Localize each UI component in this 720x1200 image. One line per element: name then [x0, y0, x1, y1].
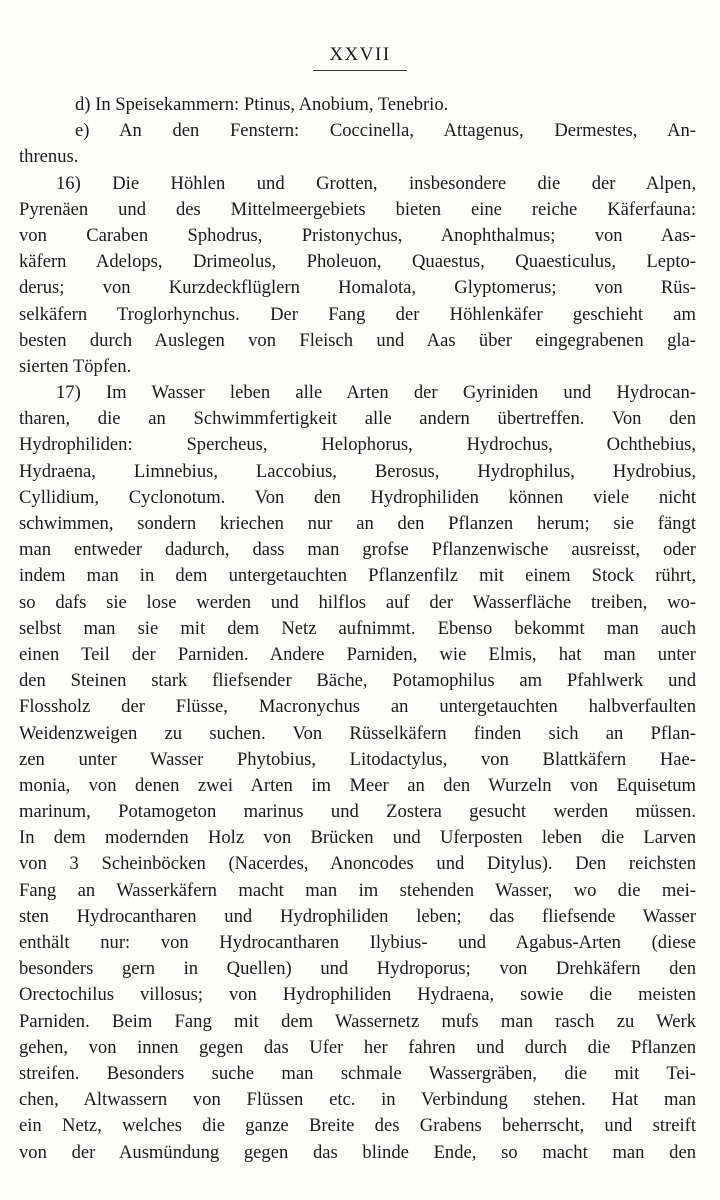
text-line: tharen, die an Schwimmfertigkeit alle andern übertreffen. Von den	[19, 408, 696, 430]
text-line: Flossholz der Flüsse, Macronychus an untergetauchten halbverfaulten	[19, 696, 696, 718]
text-line: enthält nur: von Hydrocantharen Ilybius- und Agabus-Arten (diese	[19, 932, 696, 953]
text-line: ein Netz, welches die ganze Breite des Grabens beherrscht, und streift	[19, 1115, 696, 1137]
text-line: gehen, von innen gegen das Ufer her fahren und durch die Pflanzen	[19, 1036, 696, 1058]
text-line: e) An den Fenstern: Coccinella, Attagenus, Dermestes, An-	[75, 120, 696, 142]
text-line: monia, von denen zwei Arten im Meer an den Wurzeln von Equisetum	[19, 774, 696, 796]
text-line: 17) Im Wasser leben alle Arten der Gyriniden und Hydrocan-	[56, 382, 696, 404]
text-line: Fang an Wasserkäfern macht man im stehenden Wasser, wo die mei-	[19, 879, 696, 901]
text-line: In dem modernden Holz von Brücken und Uferposten leben die Larven	[19, 827, 696, 849]
text-line: Weidenzweigen zu suchen. Von Rüsselkäfern finden sich an Pflan-	[19, 722, 696, 744]
text-line: von 3 Scheinböcken (Nacerdes, Anoncodes und Ditylus). Den reichsten	[19, 853, 696, 875]
text-line: den Steinen stark fliefsender Bäche, Potamophilus am Pfahlwerk und	[19, 670, 696, 692]
text-line: man entweder dadurch, dass man grofse Pflanzenwische ausreisst, oder	[19, 539, 696, 561]
text-line: einen Teil der Parniden. Andere Parniden, wie Elmis, hat man unter	[19, 643, 696, 665]
text-line: schwimmen, sondern kriechen nur an den Pflanzen herum; sie fängt	[19, 513, 696, 534]
text-line: 16) Die Höhlen und Grotten, insbesondere die der Alpen,	[56, 172, 696, 194]
text-line: sierten Töpfen.	[19, 355, 132, 377]
text-line: besonders gern in Quellen) und Hydroporus; von Drehkäfern den	[19, 958, 696, 980]
text-line: sten Hydrocantharen und Hydrophiliden leben; das fliefsende Wasser	[19, 905, 696, 927]
text-line: indem man in dem untergetauchten Pflanzenfilz mit einem Stock rührt,	[19, 565, 696, 587]
text-line: Hydrophiliden: Spercheus, Helophorus, Hydrochus, Ochthebius,	[19, 434, 696, 456]
body-text	[19, 92, 696, 1166]
text-line: Hydraena, Limnebius, Laccobius, Berosus, Hydrophilus, Hydrobius,	[19, 460, 696, 482]
page-header	[0, 44, 720, 71]
text-line: Pyrenäen und des Mittelmeergebiets bieten eine reiche Käferfauna:	[19, 198, 696, 220]
text-line: besten durch Auslegen von Fleisch und Aas über eingegrabenen gla-	[19, 329, 696, 351]
text-line: Parniden. Beim Fang mit dem Wassernetz mufs man rasch zu Werk	[19, 1010, 696, 1032]
text-line: Orectochilus villosus; von Hydrophiliden Hydraena, sowie die meisten	[19, 984, 696, 1006]
text-line: selbst man sie mit dem Netz aufnimmt. Ebenso bekommt man auch	[19, 617, 696, 639]
text-line: selkäfern Troglorhynchus. Der Fang der Höhlenkäfer geschieht am	[19, 303, 696, 325]
text-line: derus; von Kurzdeckflüglern Homalota, Glyptomerus; von Rüs-	[19, 277, 696, 299]
text-line: von Caraben Sphodrus, Pristonychus, Anophthalmus; von Aas-	[19, 224, 696, 246]
page-number: XXVII	[313, 44, 406, 71]
text-line: zen unter Wasser Phytobius, Litodactylus, von Blattkäfern Hae-	[19, 748, 696, 770]
text-line: chen, Altwassern von Flüssen etc. in Verbindung stehen. Hat man	[19, 1089, 696, 1111]
text-line: d) In Speisekammern: Ptinus, Anobium, Tenebrio.	[75, 94, 449, 115]
text-line: käfern Adelops, Drimeolus, Pholeuon, Quaestus, Quaesticulus, Lepto-	[19, 251, 696, 273]
text-line: Cyllidium, Cyclonotum. Von den Hydrophiliden können viele nicht	[19, 486, 696, 508]
text-line: threnus.	[19, 146, 79, 168]
text-line: marinum, Potamogeton marinus und Zostera gesucht werden müssen.	[19, 801, 696, 823]
text-line: so dafs sie lose werden und hilflos auf der Wasserfläche treiben, wo-	[19, 591, 696, 613]
text-line: von der Ausmündung gegen das blinde Ende, so macht man den	[19, 1141, 696, 1163]
text-line: streifen. Besonders suche man schmale Wassergräben, die mit Tei-	[19, 1062, 696, 1084]
